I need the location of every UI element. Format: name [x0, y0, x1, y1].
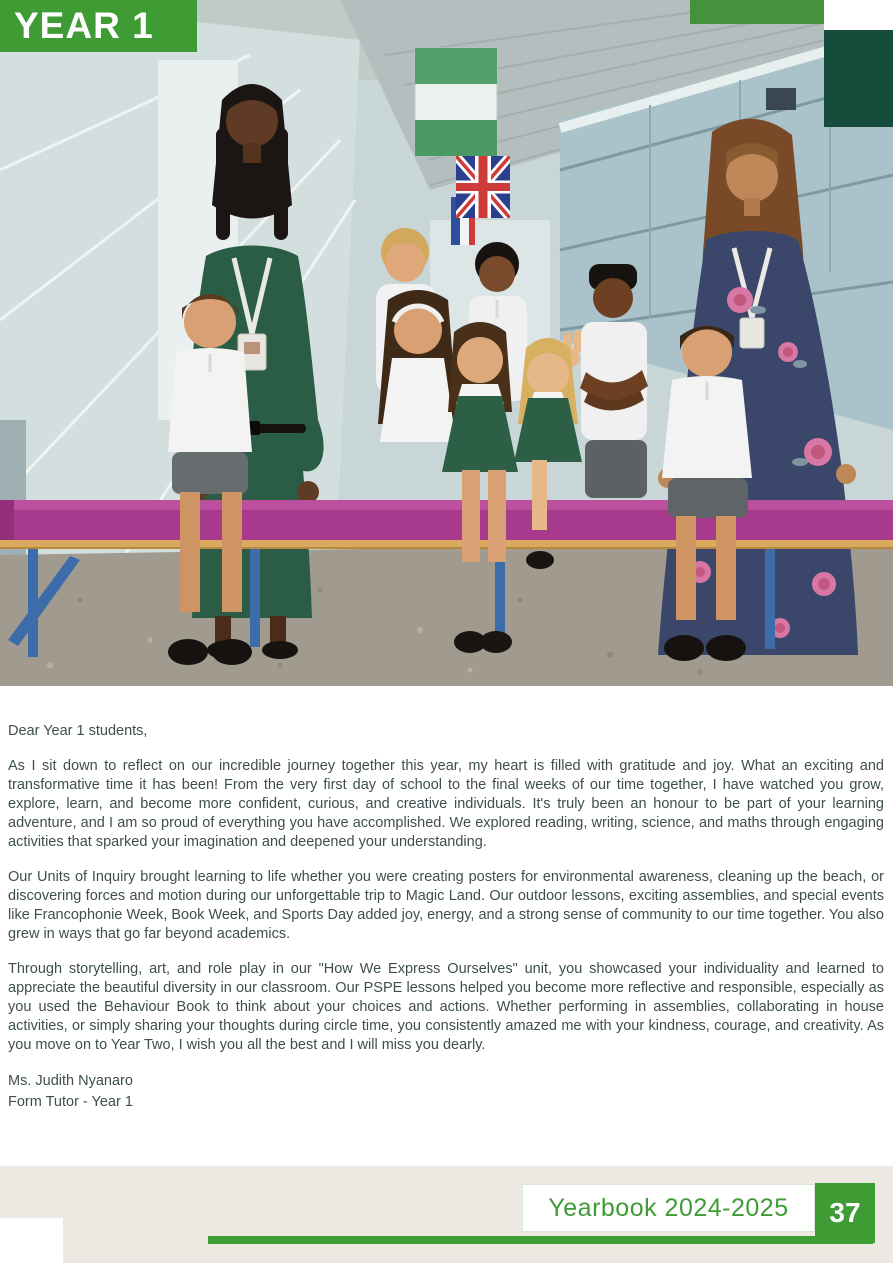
page-footer — [0, 1166, 893, 1263]
uk-flag — [456, 156, 510, 218]
deco-green-block — [690, 0, 824, 24]
page-number: 37 — [829, 1197, 861, 1228]
letter-paragraph: Through storytelling, art, and role play in our "How We Express Ourselves" unit, you showcased your individuality and learned to appreciate the beautiful diversity in our classroom. Our PSPE lessons helped you become more reflective and responsible, especially as you used the Behaviour Book to think about your choices and actions. Whether performing in assemblies, collaborating in house activities, or simply sharing your thoughts during circle time, you consistently amazed me with your kindness, courage, and creativity. As you move on to Year Two, I wish you all the best and I will miss you dearly. — [8, 961, 884, 1053]
yearbook-label-box — [522, 1184, 815, 1232]
tutor-letter — [0, 686, 893, 1166]
letter-paragraph: Our Units of Inquiry brought learning to life whether you were creating posters for environmental awareness, cleaning up the beach, or discovering forces and motion during our unforgettable trip to Magic Land. Our outdoor lessons, exciting assemblies, and special events like Francophonie Week, Book Week, and Sports Day added joy, energy, and a strong sense of community to our time together. You also grew in ways that go far beyond academics. — [8, 869, 884, 942]
letter-salutation: Dear Year 1 students, — [8, 723, 148, 739]
page-number-badge — [815, 1183, 875, 1243]
student-seated-girl-headband — [378, 290, 458, 442]
yearbook-label: Yearbook 2024-2025 — [548, 1193, 789, 1222]
letter-paragraph: As I sit down to reflect on our incredible journey together this year, my heart is filled with gratitude and joy. What an exciting and transformative time it has been! From the very first day of school to the final weeks of our time together, I have watched you grow, explore, learn, and become more confident, curious, and creative individuals. It's truly been an honour to be part of your learning adventure, and I am so proud of everything you have accomplished. We explored reading, writing, science, and maths through engaging activities that sparked your imagination and deepened your understanding. — [8, 758, 884, 850]
signature-role: Form Tutor - Year 1 — [8, 1094, 133, 1110]
nigeria-flag — [415, 48, 497, 156]
footer-green-bar — [208, 1236, 873, 1244]
id-badge — [740, 318, 764, 348]
corridor-sign — [766, 88, 796, 110]
deco-dark-green-block — [824, 30, 893, 127]
year-banner — [0, 0, 197, 52]
page-title: YEAR 1 — [14, 5, 154, 46]
deco-white-block — [824, 0, 893, 30]
signature-name: Ms. Judith Nyanaro — [8, 1073, 133, 1089]
footer-white-notch — [0, 1218, 63, 1263]
